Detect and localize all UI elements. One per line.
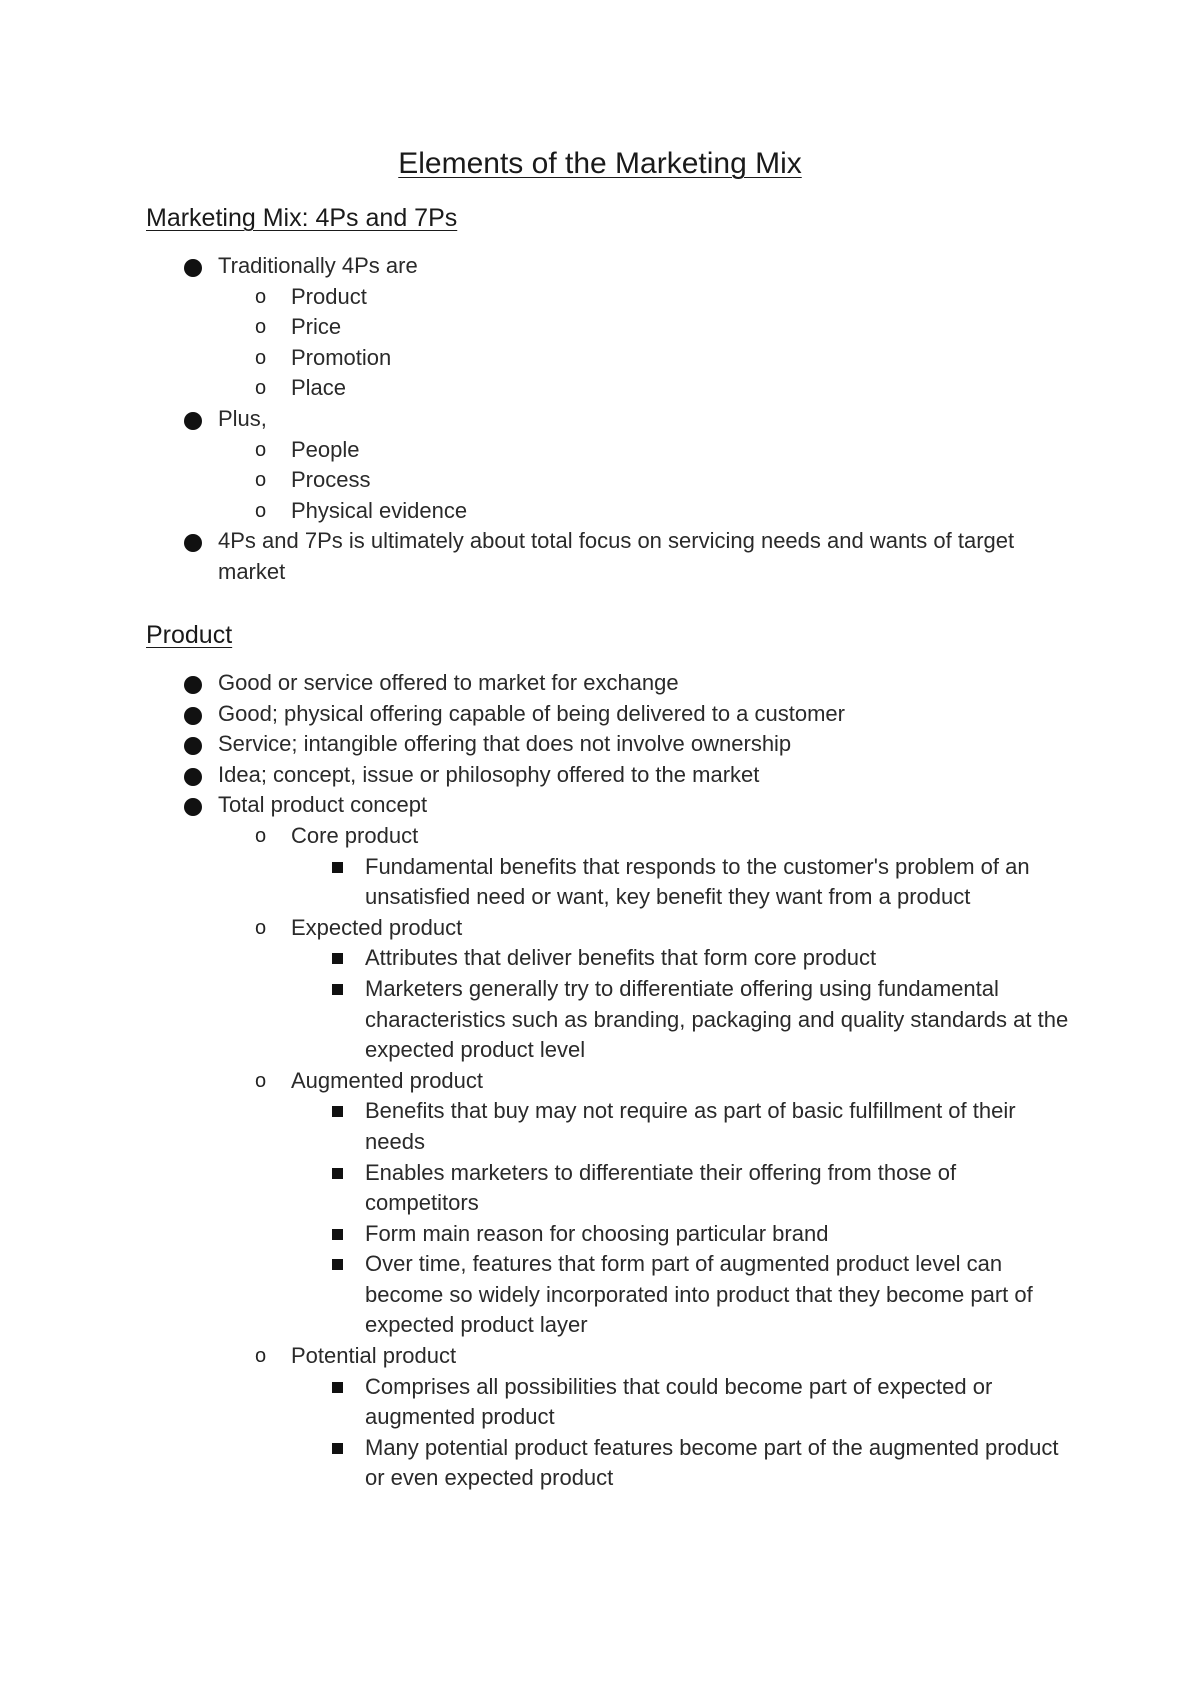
- list-item: Many potential product features become part of the augmented product or even expected product: [0, 1433, 1200, 1494]
- list-item: Plus,: [0, 404, 1200, 435]
- bullet-disc-icon: [184, 259, 202, 277]
- bullet-circle-icon: o: [255, 824, 267, 847]
- list-item: Good or service offered to market for exchange: [0, 668, 1200, 699]
- list-item: Traditionally 4Ps are: [0, 251, 1200, 282]
- bullet-circle-icon: o: [255, 285, 267, 308]
- list-item: o Promotion: [0, 343, 1200, 374]
- bullet-square-icon: [332, 1259, 343, 1270]
- list-item: Fundamental benefits that responds to the customer's problem of an unsatisfied need or want, key benefit they want from a product: [0, 852, 1200, 913]
- list-item: Total product concept: [0, 790, 1200, 821]
- list-item: o Product: [0, 282, 1200, 313]
- section-heading-product: Product: [146, 621, 233, 649]
- bullet-circle-icon: o: [255, 1345, 267, 1368]
- list-item: o Price: [0, 312, 1200, 343]
- list-item: Idea; concept, issue or philosophy offered to the market: [0, 760, 1200, 791]
- bullet-circle-icon: o: [255, 346, 267, 369]
- bullet-circle-icon: o: [255, 916, 267, 939]
- list-item: o Place: [0, 373, 1200, 404]
- list-item: o Core product: [0, 821, 1200, 852]
- bullet-square-icon: [332, 1168, 343, 1179]
- bullet-circle-icon: o: [255, 1069, 267, 1092]
- list-item: Attributes that deliver benefits that form core product: [0, 943, 1200, 974]
- bullet-square-icon: [332, 984, 343, 995]
- list-item: Service; intangible offering that does not involve ownership: [0, 729, 1200, 760]
- bullet-disc-icon: [184, 768, 202, 786]
- list-item: Good; physical offering capable of being delivered to a customer: [0, 699, 1200, 730]
- list-item: 4Ps and 7Ps is ultimately about total focus on servicing needs and wants of target market: [0, 526, 1200, 587]
- product-list: [0, 668, 1200, 1494]
- bullet-square-icon: [332, 1443, 343, 1454]
- list-item: Over time, features that form part of augmented product level can become so widely incorporated into product that they become part of expected product layer: [0, 1249, 1200, 1341]
- list-item: Form main reason for choosing particular brand: [0, 1219, 1200, 1250]
- document-title: Elements of the Marketing Mix: [398, 147, 802, 180]
- list-item: o People: [0, 435, 1200, 466]
- bullet-square-icon: [332, 953, 343, 964]
- bullet-disc-icon: [184, 412, 202, 430]
- list-item: o Augmented product: [0, 1066, 1200, 1097]
- list-item: o Process: [0, 465, 1200, 496]
- bullet-disc-icon: [184, 798, 202, 816]
- list-item: o Expected product: [0, 913, 1200, 944]
- bullet-square-icon: [332, 1229, 343, 1240]
- bullet-disc-icon: [184, 534, 202, 552]
- bullet-square-icon: [332, 862, 343, 873]
- list-item: o Potential product: [0, 1341, 1200, 1372]
- bullet-disc-icon: [184, 707, 202, 725]
- bullet-circle-icon: o: [255, 438, 267, 461]
- list-item: o Physical evidence: [0, 496, 1200, 527]
- bullet-square-icon: [332, 1106, 343, 1117]
- bullet-square-icon: [332, 1382, 343, 1393]
- bullet-disc-icon: [184, 737, 202, 755]
- section-heading-marketing-mix: Marketing Mix: 4Ps and 7Ps: [146, 204, 458, 232]
- bullet-disc-icon: [184, 676, 202, 694]
- bullet-circle-icon: o: [255, 469, 267, 492]
- marketing-mix-list: [0, 251, 1200, 588]
- bullet-circle-icon: o: [255, 316, 267, 339]
- bullet-circle-icon: o: [255, 377, 267, 400]
- list-item: Benefits that buy may not require as part of basic fulfillment of their needs: [0, 1096, 1200, 1157]
- list-item: Marketers generally try to differentiate offering using fundamental characteristics such as branding, packaging and quality standards at the expected product level: [0, 974, 1200, 1066]
- bullet-circle-icon: o: [255, 499, 267, 522]
- list-item: Enables marketers to differentiate their offering from those of competitors: [0, 1158, 1200, 1219]
- list-item: Comprises all possibilities that could become part of expected or augmented product: [0, 1372, 1200, 1433]
